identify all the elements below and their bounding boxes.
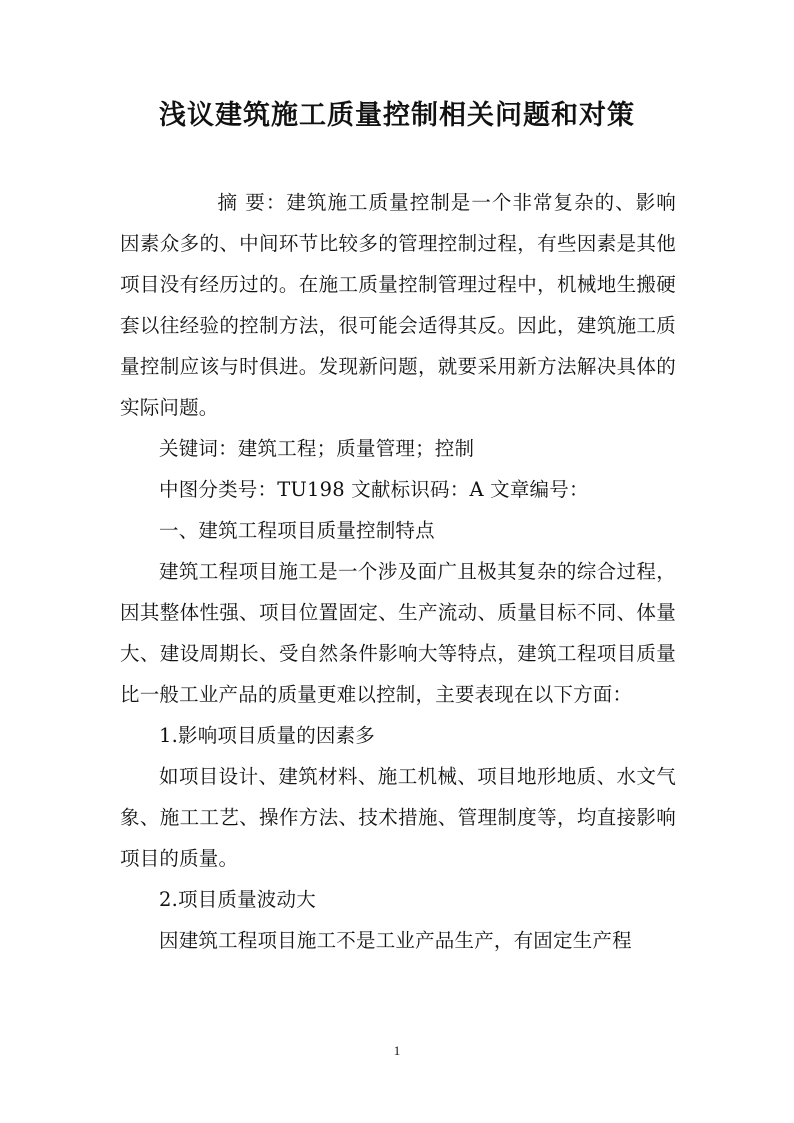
document-body (120, 182, 676, 961)
section-heading-1: 一、建筑工程项目质量控制特点 (159, 519, 435, 542)
body-paragraph: 建筑工程项目施工是一个涉及面广且极其复杂的综合过程，因其整体性强、项目位置固定、生产流动、质量目标不同、体量大、建设周期长、受自然条件影响大等特点，建筑工程项目质量比一般工业产品的质量更难以控制，主要表现在以下方面： (120, 560, 676, 706)
subheading-2: 2.项目质量波动大 (159, 888, 316, 911)
page-number: 1 (393, 1043, 401, 1058)
keywords-line: 关键词：建筑工程；质量管理；控制 (159, 437, 475, 460)
abstract-paragraph: 摘 要：建筑施工质量控制是一个非常复杂的、影响因素众多的、中间环节比较多的管理控制过程，有些因素是其他项目没有经历过的。在施工质量控制管理过程中，机械地生搬硬套以往经验的控制方法，很可能会适得其反。因此，建筑施工质量控制应该与时俱进。发现新问题，就要采用新方法解决具体的实际问题。 (120, 191, 676, 419)
body-paragraph: 因建筑工程项目施工不是工业产品生产，有固定生产程 (159, 929, 632, 952)
document-title: 浅议建筑施工质量控制相关问题和对策 (159, 100, 635, 131)
classification-line: 中图分类号：TU198 文献标识码：A 文章编号： (159, 478, 589, 501)
body-paragraph: 如项目设计、建筑材料、施工机械、项目地形地质、水文气象、施工工艺、操作方法、技术措施、管理制度等，均直接影响项目的质量。 (120, 765, 676, 870)
subheading-1: 1.影响项目质量的因素多 (159, 724, 376, 747)
